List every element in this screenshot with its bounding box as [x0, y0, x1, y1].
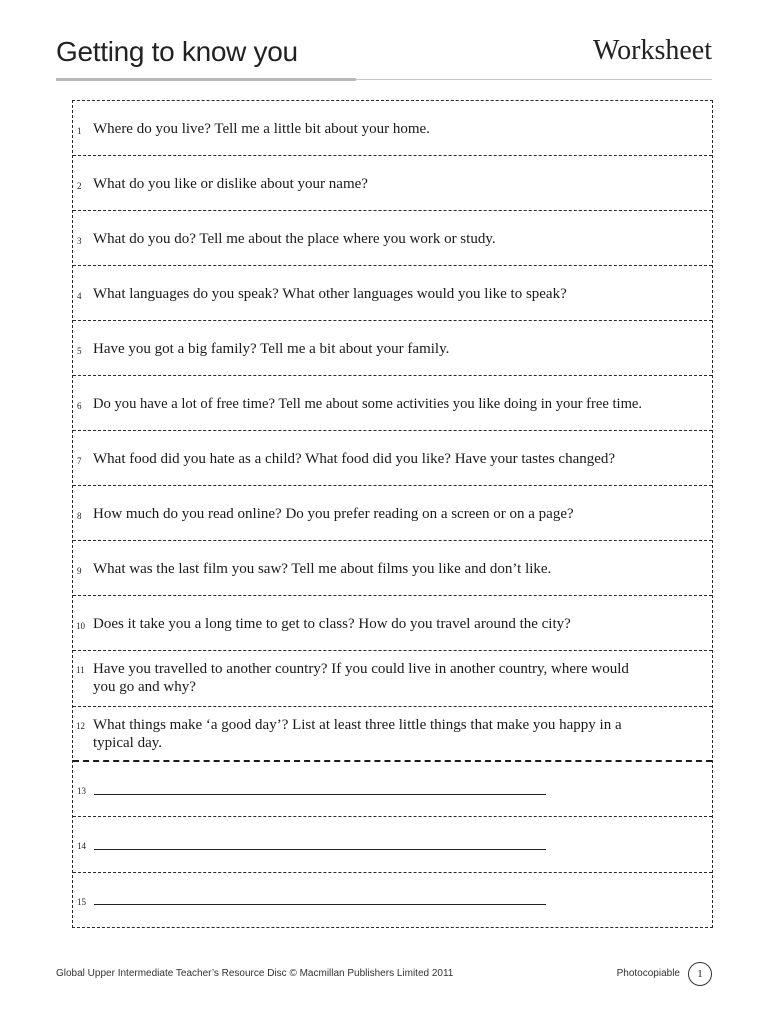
question-text: Have you got a big family? Tell me a bit about your family.: [93, 341, 450, 357]
write-in-line[interactable]: [94, 904, 546, 905]
question-row: [73, 266, 712, 321]
question-row: [73, 211, 712, 266]
question-row: [73, 321, 712, 376]
question-text: What do you do? Tell me about the place where you work or study.: [93, 231, 496, 247]
question-number: 3: [77, 236, 82, 246]
photocopiable-label: Photocopiable: [616, 968, 680, 979]
header-rule-thick: [56, 78, 356, 81]
question-number: 12: [76, 721, 85, 731]
question-number: 11: [76, 665, 85, 675]
question-text: Do you have a lot of free time? Tell me about some activities you like doing in your free time.: [93, 396, 643, 412]
question-text: What was the last film you saw? Tell me about films you like and don’t like.: [93, 561, 552, 577]
page-header: [56, 30, 712, 82]
footer-credit: Global Upper Intermediate Teacher’s Resource Disc © Macmillan Publishers Limited 2011: [56, 968, 454, 979]
blank-row: [73, 762, 712, 817]
question-text: Have you travelled to another country? If you could live in another country, where would: [93, 661, 629, 677]
question-text: What things make ‘a good day’? List at least three little things that make you happy in a: [93, 717, 622, 733]
question-row: [73, 431, 712, 486]
write-in-line[interactable]: [94, 849, 546, 850]
question-text-continued: you go and why?: [93, 679, 196, 695]
header-rule-thin: [356, 79, 712, 80]
question-number: 4: [77, 291, 82, 301]
question-number: 9: [77, 566, 82, 576]
question-text-continued: typical day.: [93, 735, 163, 751]
question-text: What languages do you speak? What other languages would you like to speak?: [93, 286, 567, 302]
blank-row: [73, 817, 712, 873]
question-text: What do you like or dislike about your name?: [93, 176, 368, 192]
question-text: How much do you read online? Do you prefer reading on a screen or on a page?: [93, 506, 574, 522]
question-text: Does it take you a long time to get to class? How do you travel around the city?: [93, 616, 571, 632]
question-row: [73, 156, 712, 211]
write-in-line[interactable]: [94, 794, 546, 795]
question-cutout-sheet: [72, 100, 713, 928]
question-row: [73, 486, 712, 541]
question-text: What food did you hate as a child? What food did you like? Have your tastes changed?: [93, 451, 616, 467]
blank-row: [73, 873, 712, 927]
blank-number: 13: [77, 786, 86, 796]
worksheet-label: Worksheet: [592, 35, 712, 66]
question-number: 2: [77, 181, 82, 191]
question-row: [73, 541, 712, 596]
question-row: [73, 707, 712, 762]
question-number: 10: [76, 621, 85, 631]
page-footer: [56, 962, 712, 988]
question-text: Where do you live? Tell me a little bit about your home.: [93, 121, 430, 137]
blank-number: 15: [77, 897, 86, 907]
page-title: Getting to know you: [56, 36, 298, 67]
question-row: [73, 376, 712, 431]
question-row: [73, 101, 712, 156]
question-number: 8: [77, 511, 82, 521]
question-number: 1: [77, 126, 82, 136]
question-row: [73, 651, 712, 707]
question-row: [73, 596, 712, 651]
question-number: 7: [77, 456, 82, 466]
question-number: 6: [77, 401, 82, 411]
question-number: 5: [77, 346, 82, 356]
blank-number: 14: [77, 841, 86, 851]
page-number: 1: [688, 962, 712, 986]
